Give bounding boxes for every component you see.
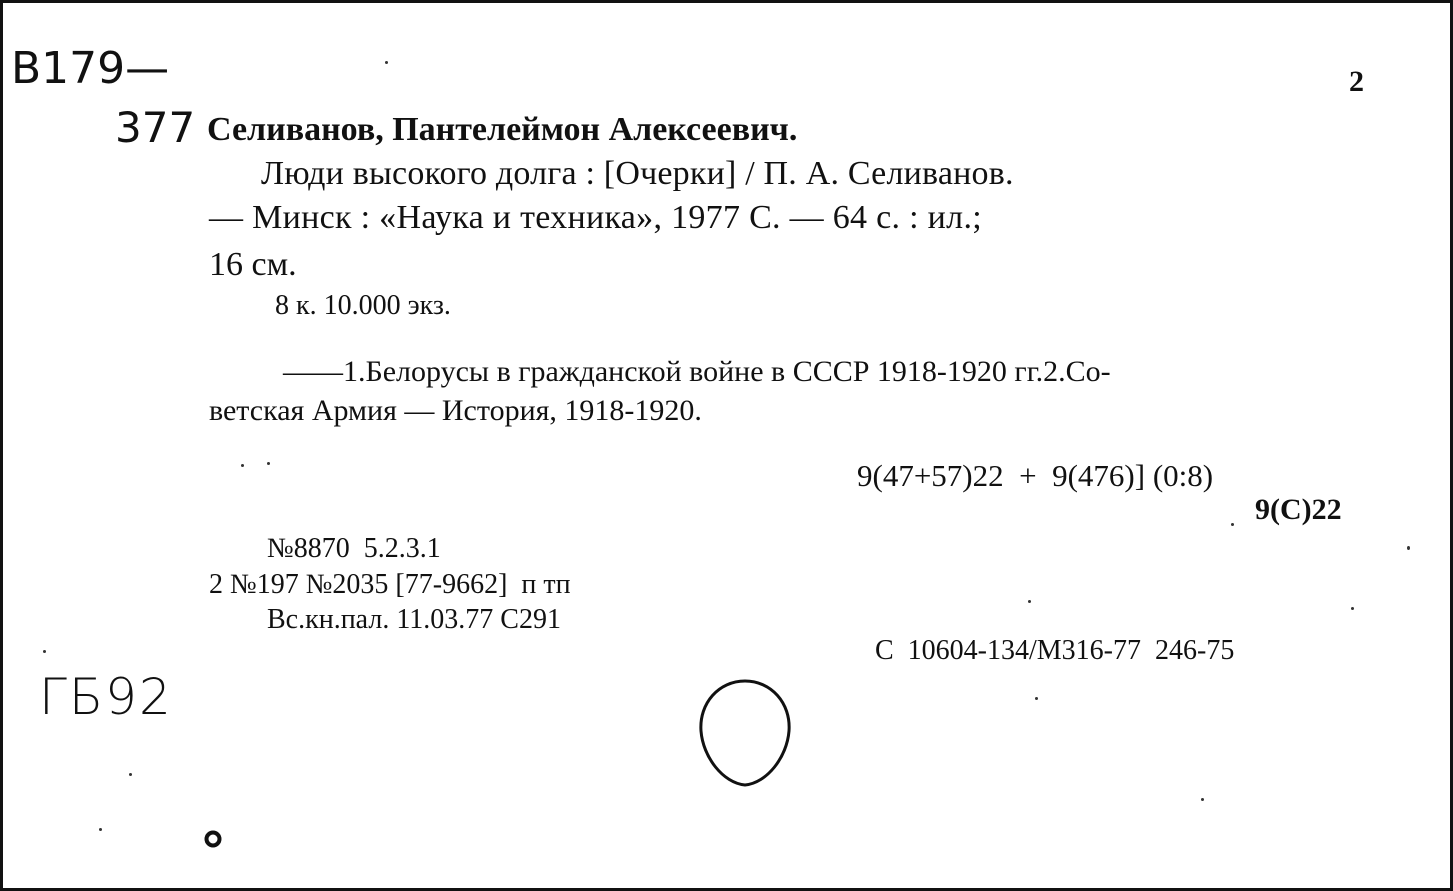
classification-code-2: 9(С)22 xyxy=(1255,493,1342,526)
handwritten-bottom-code: ГБ92 xyxy=(39,668,173,726)
small-hole-mark-icon xyxy=(203,829,223,849)
handwritten-author-code: 377 xyxy=(115,103,196,152)
scan-speck xyxy=(129,773,132,776)
author-heading: Селиванов, Пантелеймон Алексеевич. xyxy=(207,111,798,148)
scan-speck xyxy=(1231,523,1234,526)
scan-speck xyxy=(267,462,270,465)
punch-hole-outline-icon xyxy=(693,675,797,793)
subjects-line-2: ветская Армия — История, 1918-1920. xyxy=(209,394,702,427)
scan-speck xyxy=(385,61,388,64)
subjects-line-1: ——1.Белорусы в гражданской войне в СССР 1918-1920 гг.2.Со- xyxy=(283,355,1111,388)
handwritten-top-code: B179— xyxy=(11,43,170,94)
catalog-number: С 10604-134/М316-77 246-75 xyxy=(875,635,1235,666)
title-line-2: — Минск : «Наука и техника», 1977 С. — 64 с. : ил.; xyxy=(209,199,982,236)
service-line-2: 2 №197 №2035 [77-9662] п тп xyxy=(209,569,571,600)
scan-speck xyxy=(1407,546,1410,550)
scan-speck xyxy=(1035,697,1038,700)
card-number: 2 xyxy=(1349,65,1364,98)
title-line-1: Люди высокого долга : [Очерки] / П. А. Селиванов. xyxy=(261,155,1014,192)
price-print-run: 8 к. 10.000 экз. xyxy=(275,290,451,321)
scan-speck xyxy=(43,650,46,653)
scan-speck xyxy=(1351,607,1354,610)
classification-code-1: 9(47+57)22 + 9(476)] (0:8) xyxy=(857,458,1214,493)
title-line-3: 16 см. xyxy=(209,246,297,283)
service-line-3: Вс.кн.пал. 11.03.77 С291 xyxy=(267,604,561,635)
service-line-1: №8870 5.2.3.1 xyxy=(267,533,441,564)
scan-speck xyxy=(1028,600,1031,603)
scan-speck xyxy=(1201,798,1204,801)
scan-speck xyxy=(241,464,244,467)
scan-speck xyxy=(99,828,102,831)
